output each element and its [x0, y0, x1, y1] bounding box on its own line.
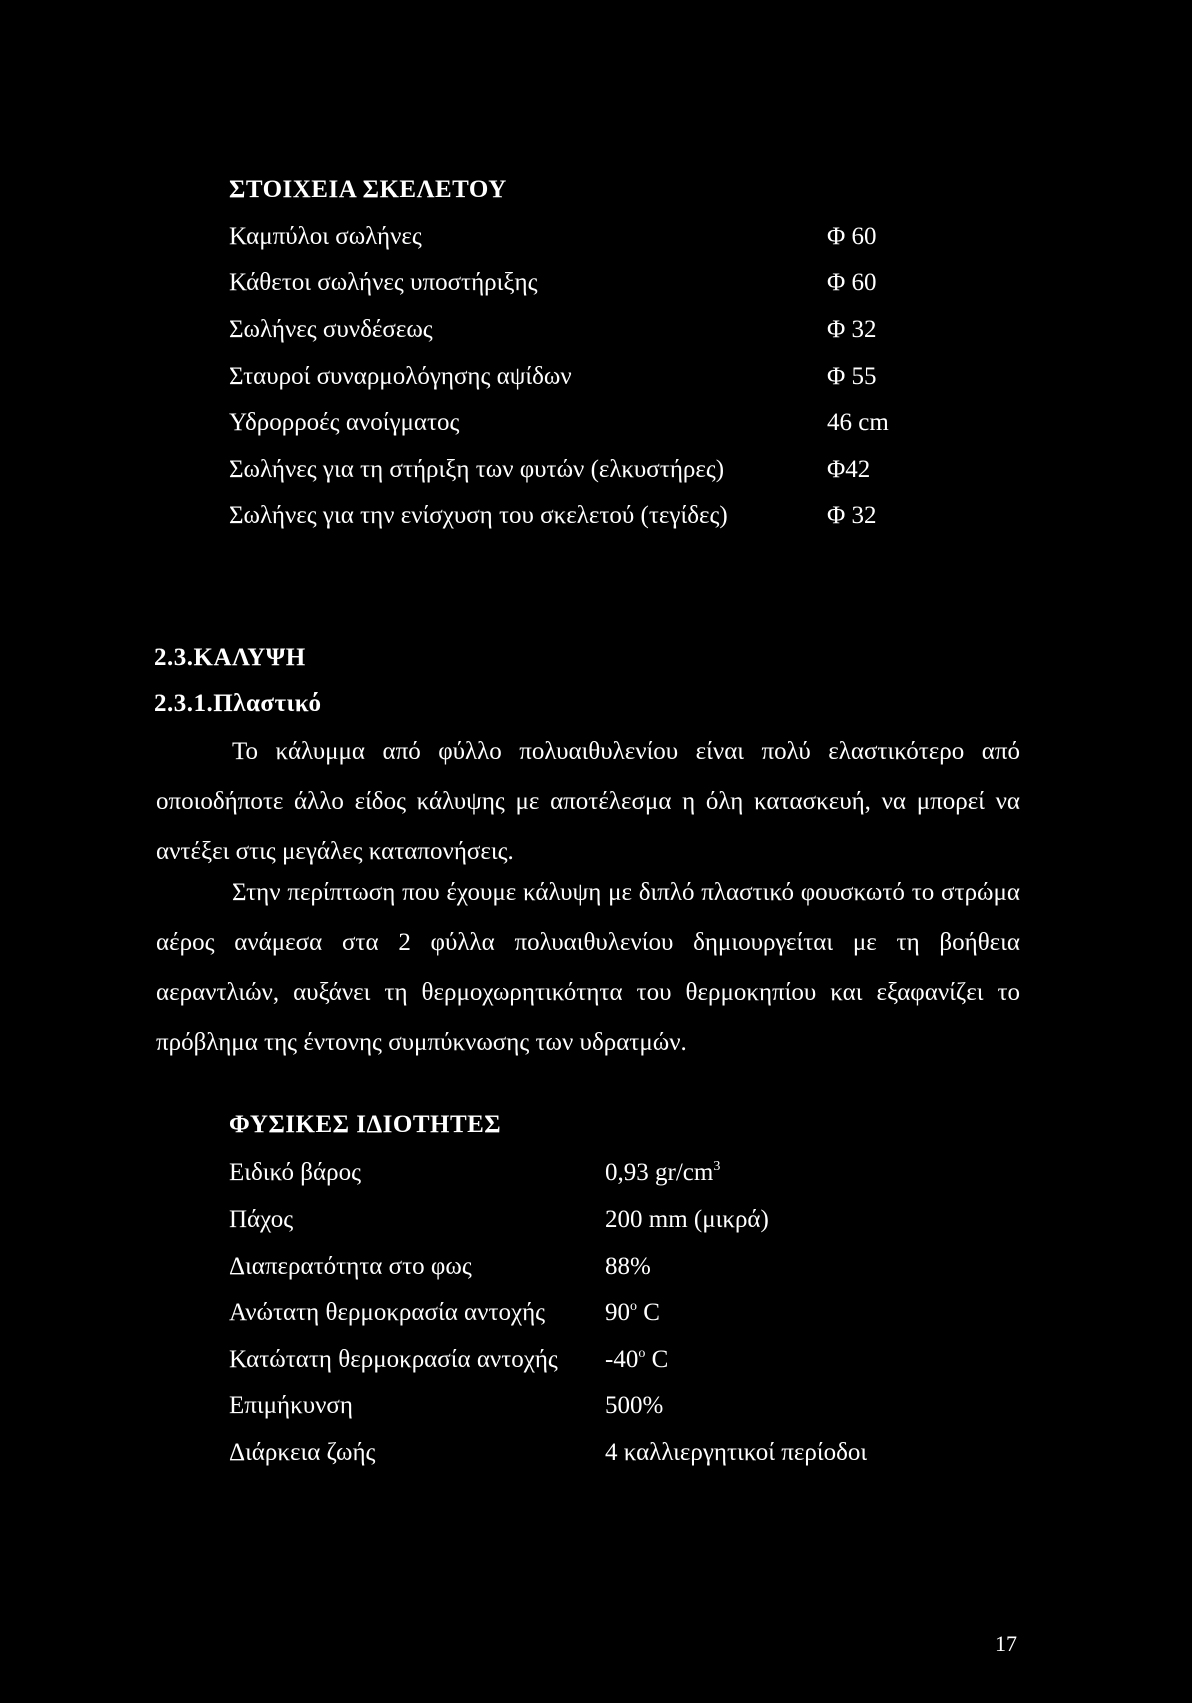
skeleton-row-value: Φ 60: [827, 223, 877, 250]
section-heading: 2.3.ΚΑΛΥΨΗ: [154, 644, 306, 671]
section-subheading: 2.3.1.Πλαστικό: [154, 690, 322, 717]
property-label: Ειδικό βάρος: [229, 1159, 361, 1186]
property-value: [605, 1158, 720, 1188]
property-value: 88%: [605, 1253, 651, 1280]
skeleton-row-value: 46 cm: [827, 409, 889, 436]
skeleton-row-label: Σωλήνες συνδέσεως: [229, 316, 433, 343]
properties-title: ΦΥΣΙΚΕΣ ΙΔΙΟΤΗΤΕΣ: [229, 1111, 502, 1138]
property-value: 200 mm (μικρά): [605, 1206, 769, 1233]
property-label: Διαπερατότητα στο φως: [229, 1253, 472, 1280]
skeleton-row-value: Φ 32: [827, 316, 877, 343]
skeleton-row-value: Φ 60: [827, 269, 877, 296]
skeleton-row-value: Φ42: [827, 456, 871, 483]
skeleton-row-label: Κάθετοι σωλήνες υποστήριξης: [229, 269, 538, 296]
property-value-suffix: C: [645, 1346, 669, 1373]
property-label: Πάχος: [229, 1206, 294, 1233]
paragraph-1: Το κάλυμμα από φύλλο πολυαιθυλενίου είναι πολύ ελαστικότερο από οποιοδήποτε άλλο είδος κάλυψης με αποτέλεσμα η όλη κατασκευή, να μπορεί να αντέξει στις μεγάλες καταπονήσεις.: [156, 738, 1020, 865]
page-number: 17: [995, 1631, 1017, 1656]
property-value: 500%: [605, 1392, 664, 1419]
property-value-suffix: C: [637, 1299, 660, 1326]
skeleton-row-label: Καμπύλοι σωλήνες: [229, 223, 422, 250]
property-value-sup: 3: [713, 1159, 721, 1174]
skeleton-row-label: Σωλήνες για την ενίσχυση του σκελετού (τεγίδες): [229, 502, 728, 529]
skeleton-row-label: Σωλήνες για τη στήριξη των φυτών (ελκυστήρες): [229, 456, 725, 483]
property-value-text: 0,93 gr/cm: [605, 1159, 714, 1186]
property-value-text: -40: [605, 1346, 639, 1373]
skeleton-row-value: Φ 55: [827, 363, 877, 390]
property-label: Ανώτατη θερμοκρασία αντοχής: [229, 1299, 546, 1326]
property-value: [605, 1298, 660, 1328]
property-label: Διάρκεια ζωής: [229, 1439, 376, 1466]
skeleton-row-label: Σταυροί συναρμολόγησης αψίδων: [229, 363, 572, 390]
property-label: Κατώτατη θερμοκρασία αντοχής: [229, 1346, 558, 1373]
paragraph-2: Στην περίπτωση που έχουμε κάλυψη με διπλό πλαστικό φουσκωτό το στρώμα αέρος ανάμεσα στα 2 φύλλα πολυαιθυλενίου δημιουργείται με τη βοήθεια αεραντλιών, αυξάνει τη θερμοχωρητικότητα του θερμοκηπίου και εξαφανίζει το πρόβλημα της έντονης συμπύκνωσης των υδρατμών.: [156, 879, 1020, 1056]
skeleton-row-label: Υδρορροές ανοίγματος: [229, 409, 460, 436]
property-value: 4 καλλιεργητικοί περίοδοι: [605, 1439, 868, 1466]
property-value-text: 90: [605, 1299, 630, 1326]
property-value: [605, 1345, 668, 1375]
property-value-sup: o: [630, 1299, 637, 1314]
skeleton-title: ΣΤΟΙΧΕΙΑ ΣΚΕΛΕΤΟΥ: [229, 176, 507, 203]
property-label: Επιμήκυνση: [229, 1392, 353, 1419]
skeleton-row-value: Φ 32: [827, 502, 877, 529]
property-value-sup: o: [638, 1346, 646, 1361]
